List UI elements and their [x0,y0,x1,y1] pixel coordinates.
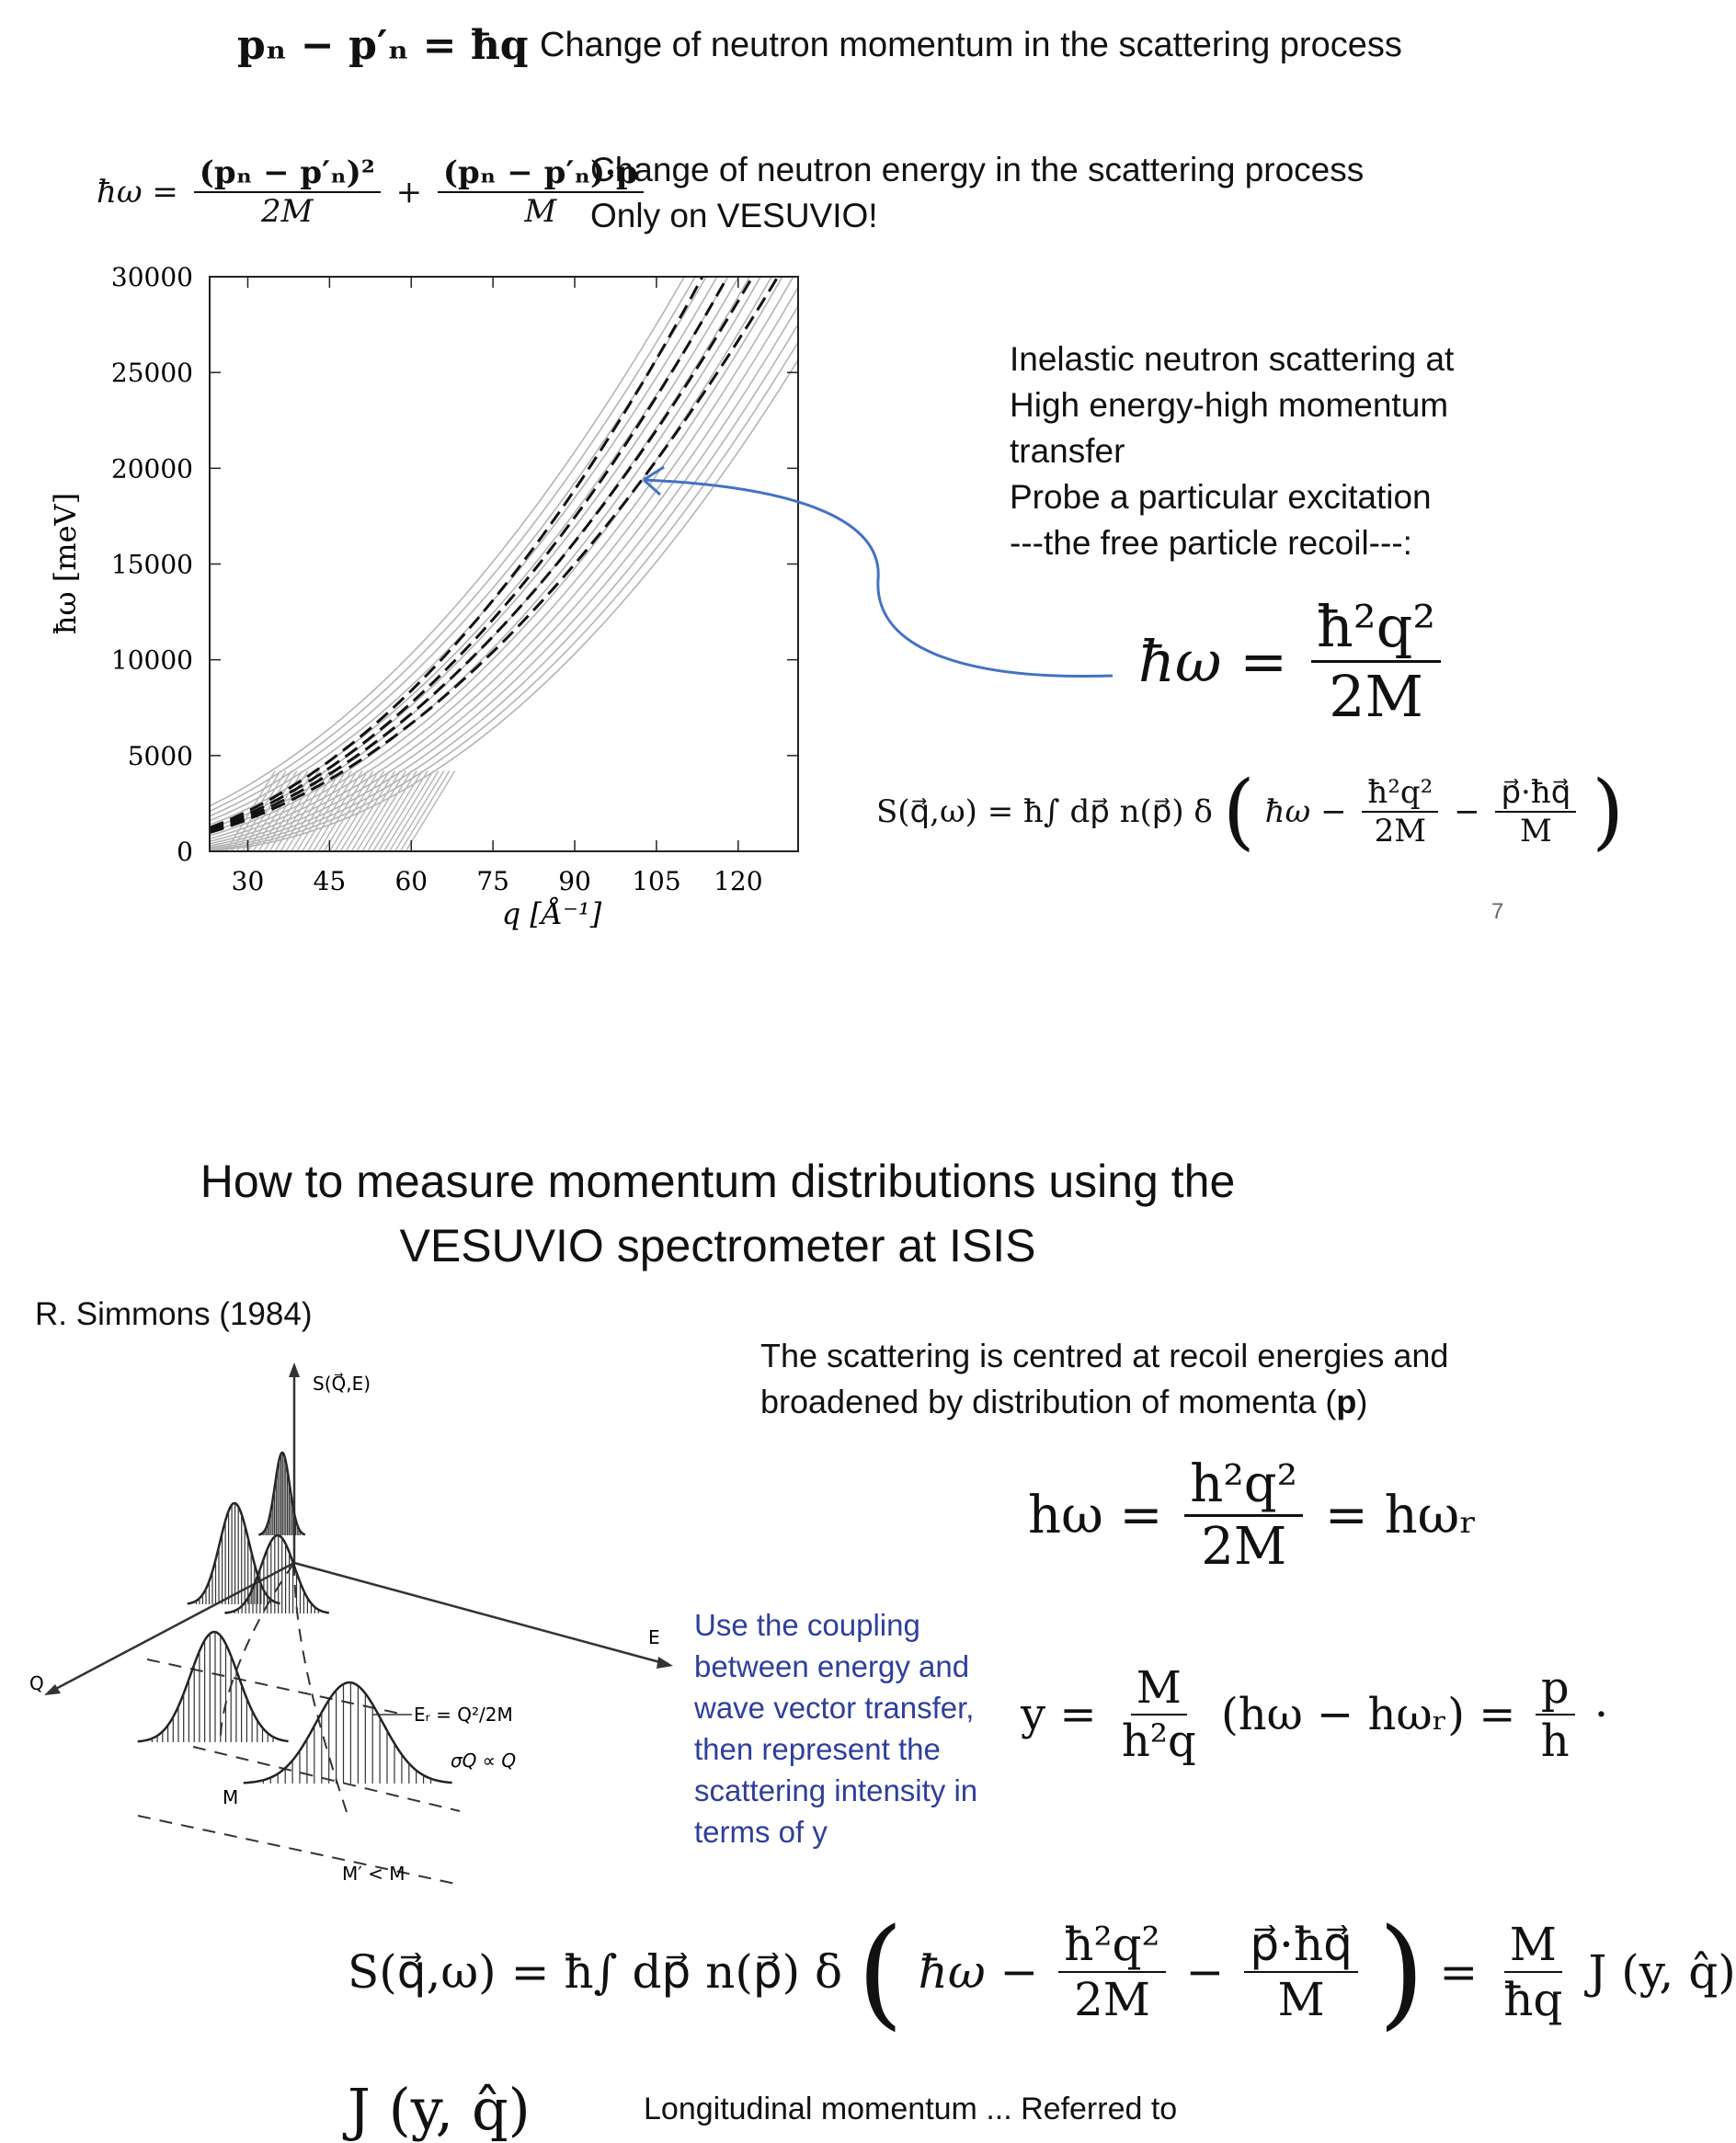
energy-caption-line-2: Only on VESUVIO! [590,197,878,234]
sqw-small-inner: ħω − [1264,793,1347,830]
sqw-big-minus: − [1185,1945,1225,1999]
sqw-big-lparen: ( [857,1902,904,2042]
hw-eq-num: h²q² [1184,1454,1303,1517]
recoil-eq-lhs: ħω = [1138,628,1288,695]
recoil-eq-num: ħ²q² [1311,593,1441,663]
e-axis-arrow [657,1657,673,1669]
x-tick-label: 75 [476,866,509,896]
sqw-big-lhs: S(q⃗,ω) = ħ∫ dp⃗ n(p⃗) δ [348,1945,843,1999]
coupling-line-3: wave vector transfer, [694,1691,975,1725]
x-axis-label: q [Å⁻¹] [501,896,602,931]
sqw-big-f3-num: M [1504,1918,1562,1973]
x-tick-label: 60 [394,866,428,896]
energy-caption-line-1: Change of neutron energy in the scattering process [590,151,1365,188]
desc-line-5: ---the free particle recoil---: [1010,524,1412,562]
energy-eq-frac2-num: (pₙ − p′ₙ)·p [438,154,644,193]
sqw-big-f2-den: M [1277,1973,1325,2026]
momentum-change-caption: Change of neutron momentum in the scattering process [540,26,1402,64]
sqw-big-eq: = [1439,1945,1479,1999]
sqw-big-f3-den: ħq [1503,1973,1563,2026]
scattering-bold-p: p [1336,1383,1357,1420]
x-tick-label: 45 [313,866,347,896]
sqw-small-rparen: ) [1592,763,1625,860]
simmons-figure [18,1351,680,1885]
arrow-curve [644,480,1113,677]
coupling-line-6: terms of y [694,1815,828,1849]
recoil-eq-fraction [1311,593,1441,730]
sqw-big-f2-num: p⃗·ħq⃗ [1244,1918,1358,1973]
sqw-small-f1-den: 2M [1374,813,1427,849]
sqw-big-inner: ħω − [918,1945,1039,1999]
q-axis-label: Q [29,1672,44,1694]
y-axis-label: ħω [meV] [48,492,83,635]
scattering-line-2 [760,1379,1448,1425]
sigma-label: σQ ∝ Q [451,1750,517,1772]
sqw-small-frac1 [1362,774,1438,849]
desc-line-4: Probe a particular excitation [1010,478,1432,516]
e-axis-line [294,1563,667,1664]
x-tick-label: 90 [558,866,591,896]
sqw-big-rhs: J (y, q̂) [1588,1945,1736,1999]
slide-title-line-1: How to measure momentum distributions using the [200,1156,1236,1207]
s-axis-arrow [289,1362,300,1377]
scattering-description [760,1333,1448,1425]
x-tick-label: 30 [231,866,265,896]
desc-line-2: High energy-high momentum [1010,386,1449,424]
energy-eq-frac1-num: (pₙ − p′ₙ)² [194,154,381,193]
sqw-equation-small [876,763,1625,860]
scattering-peak [258,1453,304,1535]
coupling-line-1: Use the coupling [694,1608,920,1642]
scattering-line-1: The scattering is centred at recoil energies and [760,1337,1449,1374]
hw-eq-rhs: = hωᵣ [1324,1486,1478,1545]
hw-eq-lhs: hω = [1028,1486,1163,1545]
sqw-small-f2-den: M [1519,813,1552,849]
slide-title-line-2: VESUVIO spectrometer at ISIS [399,1220,1036,1271]
sqw-small-lparen: ( [1222,763,1255,860]
sqw-small-lhs: S(q⃗,ω) = ħ∫ dp⃗ n(p⃗) δ [876,793,1213,830]
y-tick-label: 30000 [110,262,193,292]
coupling-line-5: scattering intensity in [694,1773,978,1807]
y-eq-f1-den: h²q [1121,1716,1196,1767]
lighter-mass-label: M′ < M [342,1863,405,1885]
recoil-eq-den: 2M [1329,663,1423,730]
hw-eq-den: 2M [1201,1517,1287,1577]
sqw-small-f2-num: p⃗·ħq⃗ [1495,774,1576,813]
coupling-line-4: then represent the [694,1732,941,1766]
mass-label: M [223,1786,239,1808]
slide-title [0,1149,1536,1278]
e-axis-label: E [648,1626,660,1648]
y-eq-frac1 [1116,1662,1202,1767]
y-tick-label: 10000 [110,644,193,676]
sqw-big-f1-num: ħ²q² [1058,1918,1165,1973]
citation: R. Simmons (1984) [35,1296,313,1332]
hw-eq-fraction [1184,1454,1303,1577]
desc-line-3: transfer [1010,432,1125,470]
sqw-small-frac2 [1495,774,1576,849]
sqw-big-rparen: ) [1377,1902,1425,2042]
y-tick-label: 5000 [127,740,193,771]
sqw-small-f1-num: ħ²q² [1362,774,1438,813]
recoil-equation [1138,593,1446,730]
desc-line-1: Inelastic neutron scattering at [1010,340,1455,378]
energy-eq-frac1-den: 2M [261,193,314,230]
energy-eq-plus: + [395,174,423,211]
s-axis-label: S(Q⃗,E) [313,1373,371,1395]
scattering-peak [138,1632,289,1741]
y-tick-label: 25000 [110,358,193,389]
y-tick-label: 20000 [110,453,193,484]
recoil-frequency-equation [1028,1454,1478,1577]
y-eq-f2-den: h [1540,1716,1570,1767]
y-eq-f1-num: M [1131,1662,1187,1716]
y-tick-label: 0 [177,837,193,867]
sqw-big-frac2 [1244,1918,1358,2026]
x-tick-label: 105 [632,866,681,896]
y-eq-tail: · [1593,1689,1609,1740]
page-number: 7 [1491,899,1504,924]
bottom-partial-text: Longitudinal momentum ... Referred to [644,2092,1178,2126]
y-scaling-equation [1021,1662,1608,1767]
q-axis-arrow [44,1684,61,1695]
energy-eq-frac2-den: M [524,193,557,230]
scattering-line-2-text: broadened by distribution of momenta ( [760,1383,1337,1420]
momentum-change-equation: pₙ − p′ₙ = ħq [237,22,529,69]
y-tick-label: 15000 [110,549,193,580]
scattering-peak [224,1535,328,1613]
scattering-line-2-end: ) [1356,1383,1368,1420]
y-eq-f2-num: p [1536,1662,1575,1716]
sqw-big-frac3 [1498,1918,1568,2026]
bottom-j-symbol: J (y, q̂) [348,2076,531,2143]
sqw-big-frac1 [1058,1918,1165,2026]
energy-eq-lhs: ħω = [97,174,178,211]
coupling-line-2: between energy and [694,1649,970,1683]
coupling-note [694,1604,977,1852]
sqw-small-minus: − [1454,793,1480,830]
recoil-energy-label: Eᵣ = Q²/2M [414,1704,513,1726]
scattering-peak [244,1682,452,1783]
sqw-big-f1-den: 2M [1073,1973,1150,2026]
y-eq-mid: (hω − hωᵣ) = [1221,1689,1516,1740]
sqw-equation-big [348,1902,1736,2042]
y-eq-frac2 [1536,1662,1575,1767]
y-eq-lhs: y = [1021,1689,1097,1740]
x-tick-label: 120 [714,866,763,896]
